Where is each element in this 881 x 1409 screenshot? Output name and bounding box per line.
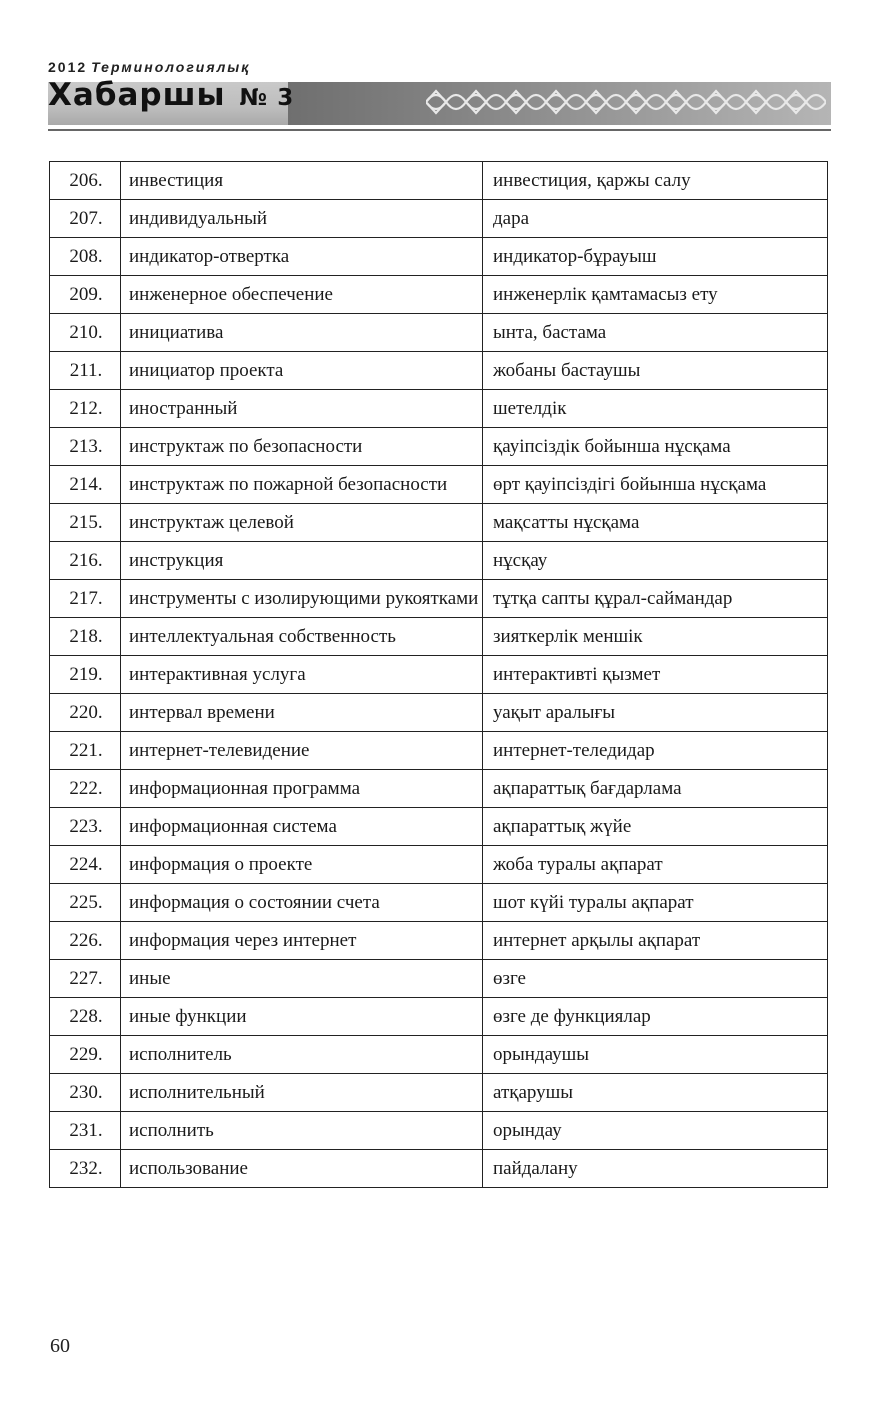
row-number: 229. — [50, 1036, 121, 1074]
year: 2012 — [48, 59, 88, 75]
header-rule — [48, 129, 831, 131]
table-row — [50, 846, 828, 884]
russian-term: иностранный — [121, 390, 483, 428]
russian-term: интернет-телевидение — [121, 732, 483, 770]
russian-term: инициатор проекта — [121, 352, 483, 390]
table-row — [50, 314, 828, 352]
russian-term: иные — [121, 960, 483, 998]
kazakh-term: жоба туралы ақпарат — [483, 846, 828, 884]
journal-title — [48, 77, 294, 113]
russian-term: интеллектуальная собственность — [121, 618, 483, 656]
title-text: Хабаршы — [48, 77, 226, 113]
kazakh-term: зияткерлік меншік — [483, 618, 828, 656]
row-number: 207. — [50, 200, 121, 238]
table-row — [50, 276, 828, 314]
russian-term: информация через интернет — [121, 922, 483, 960]
kazakh-term: мақсатты нұсқама — [483, 504, 828, 542]
russian-term: инициатива — [121, 314, 483, 352]
kazakh-term: қауіпсіздік бойынша нұсқама — [483, 428, 828, 466]
table-row — [50, 504, 828, 542]
table-row — [50, 542, 828, 580]
russian-term: инвестиция — [121, 162, 483, 200]
table-row — [50, 656, 828, 694]
russian-term: исполнить — [121, 1112, 483, 1150]
row-number: 213. — [50, 428, 121, 466]
row-number: 209. — [50, 276, 121, 314]
kazakh-term: пайдалану — [483, 1150, 828, 1188]
row-number: 206. — [50, 162, 121, 200]
kazakh-term: ақпараттық бағдарлама — [483, 770, 828, 808]
row-number: 232. — [50, 1150, 121, 1188]
kazakh-term: өзге де функциялар — [483, 998, 828, 1036]
kazakh-term: шетелдік — [483, 390, 828, 428]
issue-number: № 3 — [239, 85, 295, 111]
table-row — [50, 618, 828, 656]
russian-term: индивидуальный — [121, 200, 483, 238]
row-number: 210. — [50, 314, 121, 352]
kazakh-term: инженерлік қамтамасыз ету — [483, 276, 828, 314]
russian-term: исполнитель — [121, 1036, 483, 1074]
table-row — [50, 1074, 828, 1112]
terms-table — [49, 161, 828, 1188]
table-row — [50, 732, 828, 770]
russian-term: инструктаж целевой — [121, 504, 483, 542]
row-number: 214. — [50, 466, 121, 504]
row-number: 226. — [50, 922, 121, 960]
table-row — [50, 922, 828, 960]
journal-line — [48, 59, 250, 75]
journal-name: Терминологиялық — [91, 59, 251, 75]
kazakh-term: орындау — [483, 1112, 828, 1150]
row-number: 222. — [50, 770, 121, 808]
russian-term: интерактивная услуга — [121, 656, 483, 694]
table-row — [50, 884, 828, 922]
ornament-pattern — [426, 83, 826, 121]
russian-term: инструктаж по безопасности — [121, 428, 483, 466]
kazakh-term: дара — [483, 200, 828, 238]
table-row — [50, 352, 828, 390]
kazakh-term: ынта, бастама — [483, 314, 828, 352]
russian-term: информационная система — [121, 808, 483, 846]
table-row — [50, 770, 828, 808]
russian-term: интервал времени — [121, 694, 483, 732]
kazakh-term: интернет-теледидар — [483, 732, 828, 770]
kazakh-term: интернет арқылы ақпарат — [483, 922, 828, 960]
page-number: 60 — [50, 1335, 70, 1357]
russian-term: инструктаж по пожарной безопасности — [121, 466, 483, 504]
kazakh-term: жобаны бастаушы — [483, 352, 828, 390]
kazakh-term: тұтқа сапты құрал-саймандар — [483, 580, 828, 618]
kazakh-term: шот күйі туралы ақпарат — [483, 884, 828, 922]
table-row — [50, 1036, 828, 1074]
russian-term: использование — [121, 1150, 483, 1188]
row-number: 219. — [50, 656, 121, 694]
kazakh-term: интерактивті қызмет — [483, 656, 828, 694]
russian-term: инструкция — [121, 542, 483, 580]
russian-term: индикатор-отвертка — [121, 238, 483, 276]
table-row — [50, 960, 828, 998]
table-row — [50, 200, 828, 238]
russian-term: информация о состоянии счета — [121, 884, 483, 922]
row-number: 215. — [50, 504, 121, 542]
kazakh-term: орындаушы — [483, 1036, 828, 1074]
kazakh-term: нұсқау — [483, 542, 828, 580]
table-row — [50, 694, 828, 732]
table-row — [50, 238, 828, 276]
row-number: 212. — [50, 390, 121, 428]
kazakh-term: ақпараттық жүйе — [483, 808, 828, 846]
kazakh-term: өзге — [483, 960, 828, 998]
table-row — [50, 428, 828, 466]
row-number: 208. — [50, 238, 121, 276]
kazakh-term: өрт қауіпсіздігі бойынша нұсқама — [483, 466, 828, 504]
page-header — [48, 55, 833, 145]
kazakh-term: уақыт аралығы — [483, 694, 828, 732]
row-number: 230. — [50, 1074, 121, 1112]
russian-term: информация о проекте — [121, 846, 483, 884]
russian-term: информационная программа — [121, 770, 483, 808]
row-number: 221. — [50, 732, 121, 770]
row-number: 228. — [50, 998, 121, 1036]
table-row — [50, 162, 828, 200]
table-row — [50, 1150, 828, 1188]
row-number: 218. — [50, 618, 121, 656]
table-row — [50, 1112, 828, 1150]
table-row — [50, 998, 828, 1036]
kazakh-term: инвестиция, қаржы салу — [483, 162, 828, 200]
row-number: 223. — [50, 808, 121, 846]
row-number: 231. — [50, 1112, 121, 1150]
terms-table-body — [50, 162, 828, 1188]
russian-term: иные функции — [121, 998, 483, 1036]
row-number: 227. — [50, 960, 121, 998]
russian-term: исполнительный — [121, 1074, 483, 1112]
table-row — [50, 808, 828, 846]
row-number: 225. — [50, 884, 121, 922]
row-number: 217. — [50, 580, 121, 618]
table-row — [50, 580, 828, 618]
russian-term: инструменты с изолирующими рукоятками — [121, 580, 483, 618]
row-number: 220. — [50, 694, 121, 732]
row-number: 216. — [50, 542, 121, 580]
row-number: 211. — [50, 352, 121, 390]
kazakh-term: атқарушы — [483, 1074, 828, 1112]
table-row — [50, 390, 828, 428]
kazakh-term: индикатор-бұрауыш — [483, 238, 828, 276]
russian-term: инженерное обеспечение — [121, 276, 483, 314]
row-number: 224. — [50, 846, 121, 884]
table-row — [50, 466, 828, 504]
